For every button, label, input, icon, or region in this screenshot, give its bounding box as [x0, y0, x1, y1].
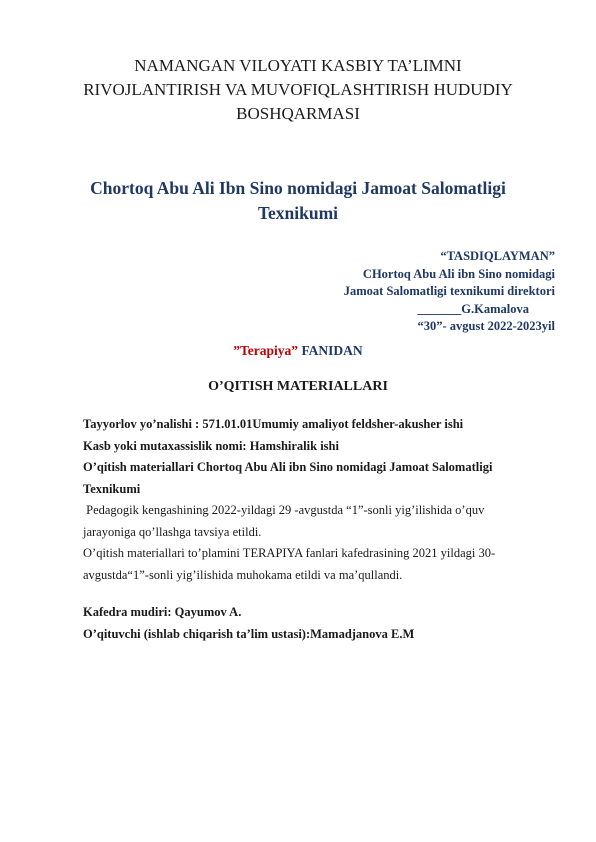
specialty-name: Kasb yoki mutaxassislik nomi: Hamshiralik ishi: [83, 438, 339, 453]
institution-line-2: Texnikumi: [83, 481, 141, 496]
agency-header-line-3: BOSHQARMASI: [236, 104, 360, 123]
subject-suffix: FANIDAN: [298, 343, 363, 358]
approval-signature: _______G.Kamalova: [417, 301, 529, 316]
council-line-2: jarayoniga qo’llashga tavsiya etildi.: [83, 524, 262, 539]
training-direction: Tayyorlov yo’nalishi : 571.01.01Umumiy amaliyot feldsher-akusher ishi: [83, 417, 464, 431]
spacer: [83, 586, 563, 602]
department-head: Kafedra mudiri: Qayumov A.: [83, 605, 242, 619]
document-details: [83, 414, 563, 645]
subject-heading: [0, 343, 596, 359]
approval-date: “30”- avgust 2022-2023yil: [417, 319, 555, 333]
approval-block: [344, 248, 555, 336]
council-line-1: Pedagogik kengashining 2022-yildagi 29 -avgustda “1”-sonli yig’ilishida o’quv: [83, 503, 485, 517]
agency-header-line-1: NAMANGAN VILOYATI KASBIY TA’LIMNI: [134, 56, 462, 75]
department-line-1: O’qitish materiallari to’plamini TERAPIYA fanlari kafedrasining 2021 yildagi 30-: [83, 546, 496, 560]
approval-line-1: CHortoq Abu Ali ibn Sino nomidagi: [362, 266, 555, 281]
college-name-line-1: Chortoq Abu Ali Ibn Sino nomidagi Jamoat Salomatligi: [90, 178, 506, 198]
approval-line-2: Jamoat Salomatligi texnikumi direktori: [343, 284, 555, 298]
department-line-2: avgustda“1”-sonli yig’ilishida muhokama etildi va ma’qullandi.: [83, 567, 403, 582]
agency-header: [40, 54, 556, 126]
college-name-line-2: Texnikumi: [257, 203, 339, 223]
subject-name: ”Terapiya”: [233, 343, 299, 358]
materials-title: O’QITISH MATERIALLARI: [208, 379, 388, 394]
institution-line-1: O’qitish materiallari Chortoq Abu Ali ibn Sino nomidagi Jamoat Salomatligi: [83, 460, 493, 474]
teacher-name: O’qituvchi (ishlab chiqarish ta’lim ustasi):Mamadjanova E.M: [83, 626, 415, 641]
college-name: [60, 176, 536, 226]
agency-header-line-2: RIVOJLANTIRISH VA MUVOFIQLASHTIRISH HUDUDIY: [83, 80, 513, 99]
approval-title: “TASDIQLAYMAN”: [440, 249, 555, 263]
